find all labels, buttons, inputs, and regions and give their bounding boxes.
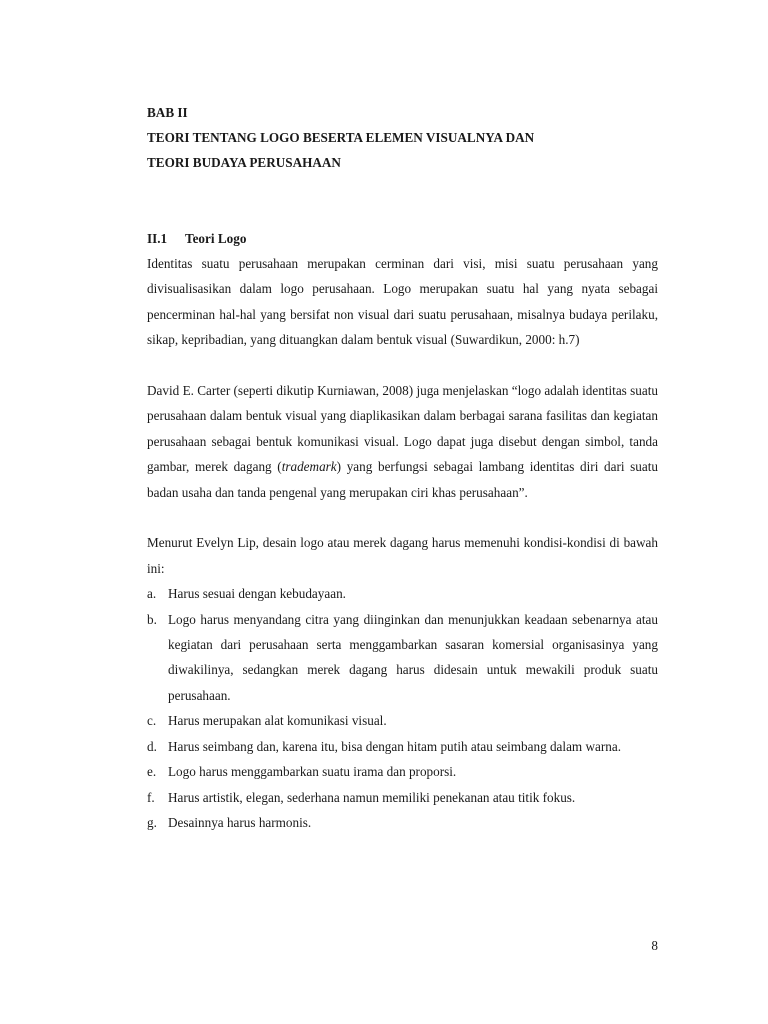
list-item-marker: e. bbox=[147, 764, 157, 780]
list-item-text: Harus sesuai dengan kebudayaan. bbox=[168, 586, 346, 602]
page-number: 8 bbox=[651, 938, 658, 953]
list-item-text: Harus artistik, elegan, sederhana namun memiliki penekanan atau titik fokus. bbox=[168, 789, 576, 805]
list-item bbox=[147, 810, 658, 835]
list-item-marker: f. bbox=[147, 789, 155, 805]
section-heading bbox=[147, 226, 658, 251]
list-item bbox=[147, 581, 658, 606]
paragraph-2-italic-term: trademark bbox=[281, 459, 337, 475]
list-item-marker: d. bbox=[147, 738, 157, 754]
paragraph-2-text-before: David E. Carter (seperti dikutip Kurniawan, 2008) juga menjelaskan “logo adalah identitas suatu perusahaan dalam bentuk visual yang diaplikasikan dalam berbagai sarana fasilitas dan kegiatan perusahaan sebagai bentuk komunikasi visual. Logo dapat juga disebut dengan simbol, tanda gambar, merek dagang ( bbox=[147, 383, 658, 475]
chapter-title-line-2: TEORI BUDAYA PERUSAHAAN bbox=[147, 155, 341, 171]
requirements-list bbox=[147, 581, 658, 835]
list-item-text: Desainnya harus harmonis. bbox=[168, 814, 312, 830]
list-item-marker: c. bbox=[147, 713, 157, 729]
list-item bbox=[147, 759, 658, 784]
section-title: Teori Logo bbox=[185, 230, 247, 246]
list-item-text: Logo harus menggambarkan suatu irama dan proporsi. bbox=[168, 764, 457, 780]
list-item bbox=[147, 785, 658, 810]
list-item-text: Logo harus menyandang citra yang diinginkan dan menunjukkan keadaan sebenarnya atau kegiatan dari perusahaan serta menggambarkan sasaran komersial organisasinya yang diwakilinya, sedangkan merek dagang harus didesain untuk mewakili produk suatu perusahaan. bbox=[168, 611, 658, 703]
list-item-marker: a. bbox=[147, 586, 157, 602]
list-item bbox=[147, 734, 658, 759]
list-item bbox=[147, 708, 658, 733]
list-item bbox=[147, 607, 658, 709]
list-item-text: Harus merupakan alat komunikasi visual. bbox=[168, 713, 387, 729]
chapter-label: BAB II bbox=[147, 105, 188, 120]
paragraph-2 bbox=[147, 378, 658, 505]
chapter-title-line-1: TEORI TENTANG LOGO BESERTA ELEMEN VISUALNYA DAN bbox=[147, 130, 535, 146]
list-item-marker: g. bbox=[147, 814, 157, 830]
section-number: II.1 bbox=[147, 230, 168, 246]
document-page bbox=[147, 100, 658, 835]
paragraph-2-text-after: ) yang berfungsi sebagai lambang identitas diri dari suatu badan usaha dan tanda pengenal yang merupakan ciri khas perusahaan”. bbox=[147, 459, 659, 500]
list-item-marker: b. bbox=[147, 611, 157, 627]
paragraph-3: Menurut Evelyn Lip, desain logo atau merek dagang harus memenuhi kondisi-kondisi di bawah ini: bbox=[147, 535, 658, 576]
paragraph-1: Identitas suatu perusahaan merupakan cerminan dari visi, misi suatu perusahaan yang divisualisasikan dalam logo perusahaan. Logo merupakan suatu hal yang nyata sebagai pencerminan hal-hal yang bersifat non visual dari suatu perusahaan, misalnya budaya perilaku, sikap, kepribadian, yang dituangkan dalam bentuk visual (Suwardikun, 2000: h.7) bbox=[147, 256, 658, 348]
list-item-text: Harus seimbang dan, karena itu, bisa dengan hitam putih atau seimbang dalam warna. bbox=[168, 738, 621, 754]
